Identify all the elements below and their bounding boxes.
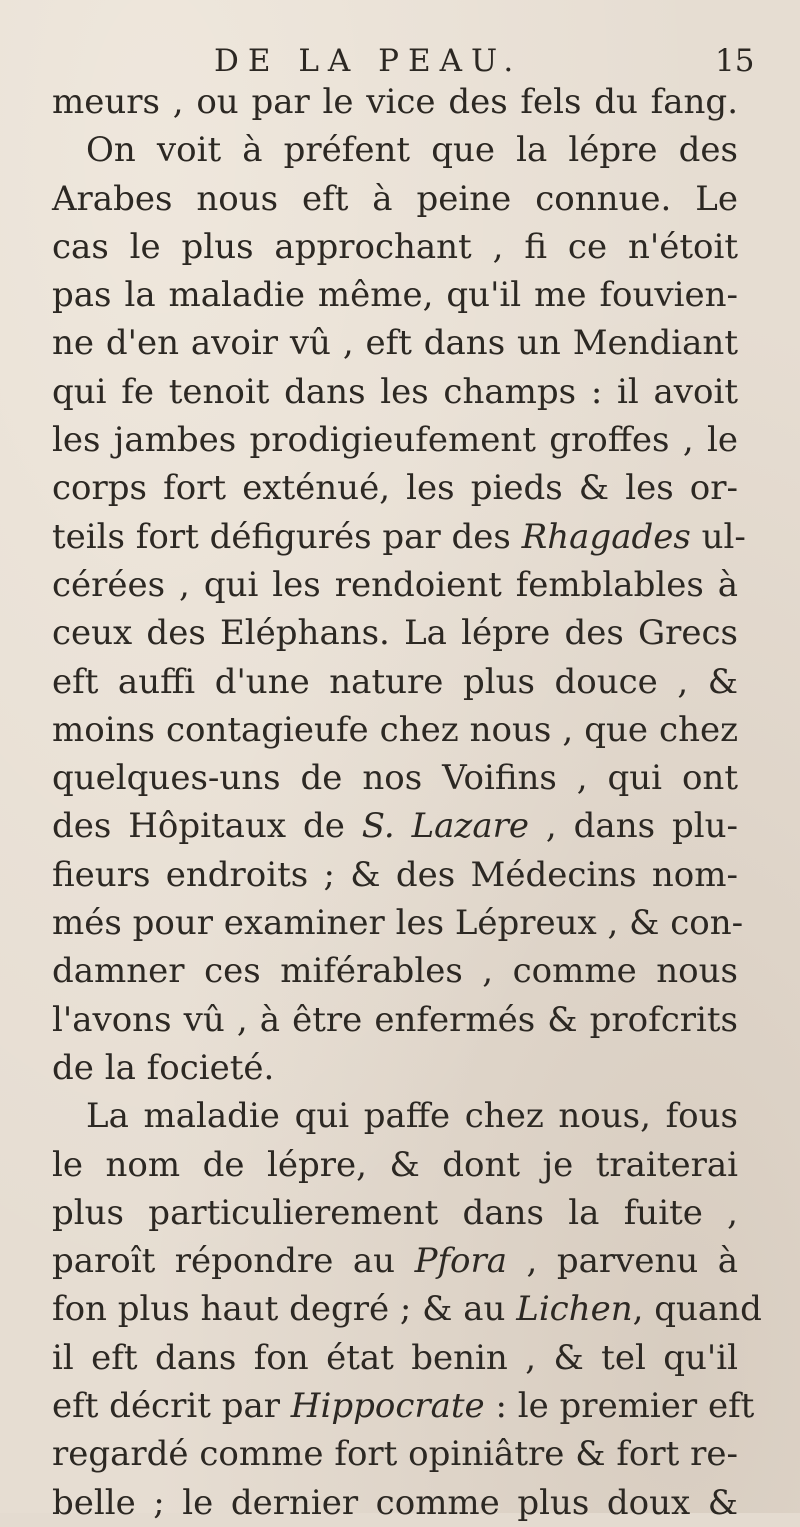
text-line: damner ces miférables , comme nous bbox=[52, 951, 738, 992]
text-segment: , quand bbox=[632, 1289, 762, 1330]
text-line bbox=[52, 513, 746, 561]
text-line: eft auffi d'une nature plus douce , & bbox=[52, 661, 738, 702]
text-line: més pour examiner les Lépreux , & con- bbox=[52, 903, 744, 944]
text-line: regardé comme fort opiniâtre & fort re- bbox=[52, 1434, 738, 1475]
text-segment: ul- bbox=[690, 516, 746, 557]
text-line: cérées , qui les rendoient femblables à bbox=[52, 564, 738, 605]
text-line bbox=[52, 802, 738, 850]
body-text bbox=[52, 78, 762, 1527]
text-line: plus particulierement dans la fuite , bbox=[52, 1192, 738, 1233]
text-line: ceux des Eléphans. La lépre des Grecs bbox=[52, 613, 738, 654]
text-line: belle ; le dernier comme plus doux & bbox=[52, 1482, 738, 1523]
text-line: il eft dans fon état benin , & tel qu'il bbox=[52, 1337, 738, 1378]
italic-term: S. Lazare bbox=[361, 806, 529, 847]
text-line: les jambes prodigieufement groffes , le bbox=[52, 420, 738, 461]
italic-term: Hippocrate bbox=[290, 1386, 485, 1427]
text-segment: , dans plu- bbox=[529, 806, 738, 847]
text-line bbox=[52, 1285, 762, 1333]
text-line: Arabes nous eft à peine connue. Le bbox=[52, 178, 738, 219]
italic-term: Lichen bbox=[516, 1289, 633, 1330]
text-line: moins contagieufe chez nous , que chez bbox=[52, 709, 738, 750]
text-line: On voit à préfent que la lépre des bbox=[86, 130, 738, 171]
text-line: cas le plus approchant , fi ce n'étoit bbox=[52, 226, 738, 267]
text-line: ne d'en avoir vû , eft dans un Mendiant bbox=[52, 323, 738, 364]
text-segment: eft décrit par bbox=[52, 1386, 291, 1427]
text-segment: , parvenu à bbox=[507, 1241, 738, 1282]
text-segment: des Hôpitaux de bbox=[52, 806, 362, 847]
italic-term: Rhagades bbox=[521, 516, 691, 557]
text-line: fieurs endroits ; & des Médecins nom- bbox=[52, 854, 738, 895]
text-segment: paroît répondre au bbox=[52, 1241, 415, 1282]
text-line: qui fe tenoit dans les champs : il avoit bbox=[52, 371, 738, 412]
text-line: le nom de lépre, & dont je traiterai bbox=[52, 1144, 738, 1185]
text-line: quelques-uns de nos Voifins , qui ont bbox=[52, 758, 738, 799]
page-number: 15 bbox=[715, 43, 755, 79]
text-segment: fon plus haut degré ; & au bbox=[52, 1289, 517, 1330]
text-line: corps fort exténué, les pieds & les or- bbox=[52, 468, 738, 509]
text-line bbox=[52, 1237, 738, 1285]
running-title: DE LA PEAU. bbox=[214, 43, 523, 79]
text-segment: teils fort défigurés par des bbox=[52, 516, 522, 557]
text-line: de la focieté. bbox=[52, 1047, 275, 1088]
text-line bbox=[52, 1382, 755, 1430]
text-line: meurs , ou par le vice des fels du fang. bbox=[52, 82, 738, 122]
italic-term: Pfora bbox=[414, 1241, 508, 1282]
text-line: l'avons vû , à être enfermés & profcrits bbox=[52, 999, 738, 1040]
text-line: La maladie qui paffe chez nous, fous bbox=[86, 1096, 738, 1137]
text-segment: : le premier eft bbox=[484, 1386, 755, 1427]
text-line: pas la maladie même, qu'il me fouvien- bbox=[52, 275, 738, 316]
